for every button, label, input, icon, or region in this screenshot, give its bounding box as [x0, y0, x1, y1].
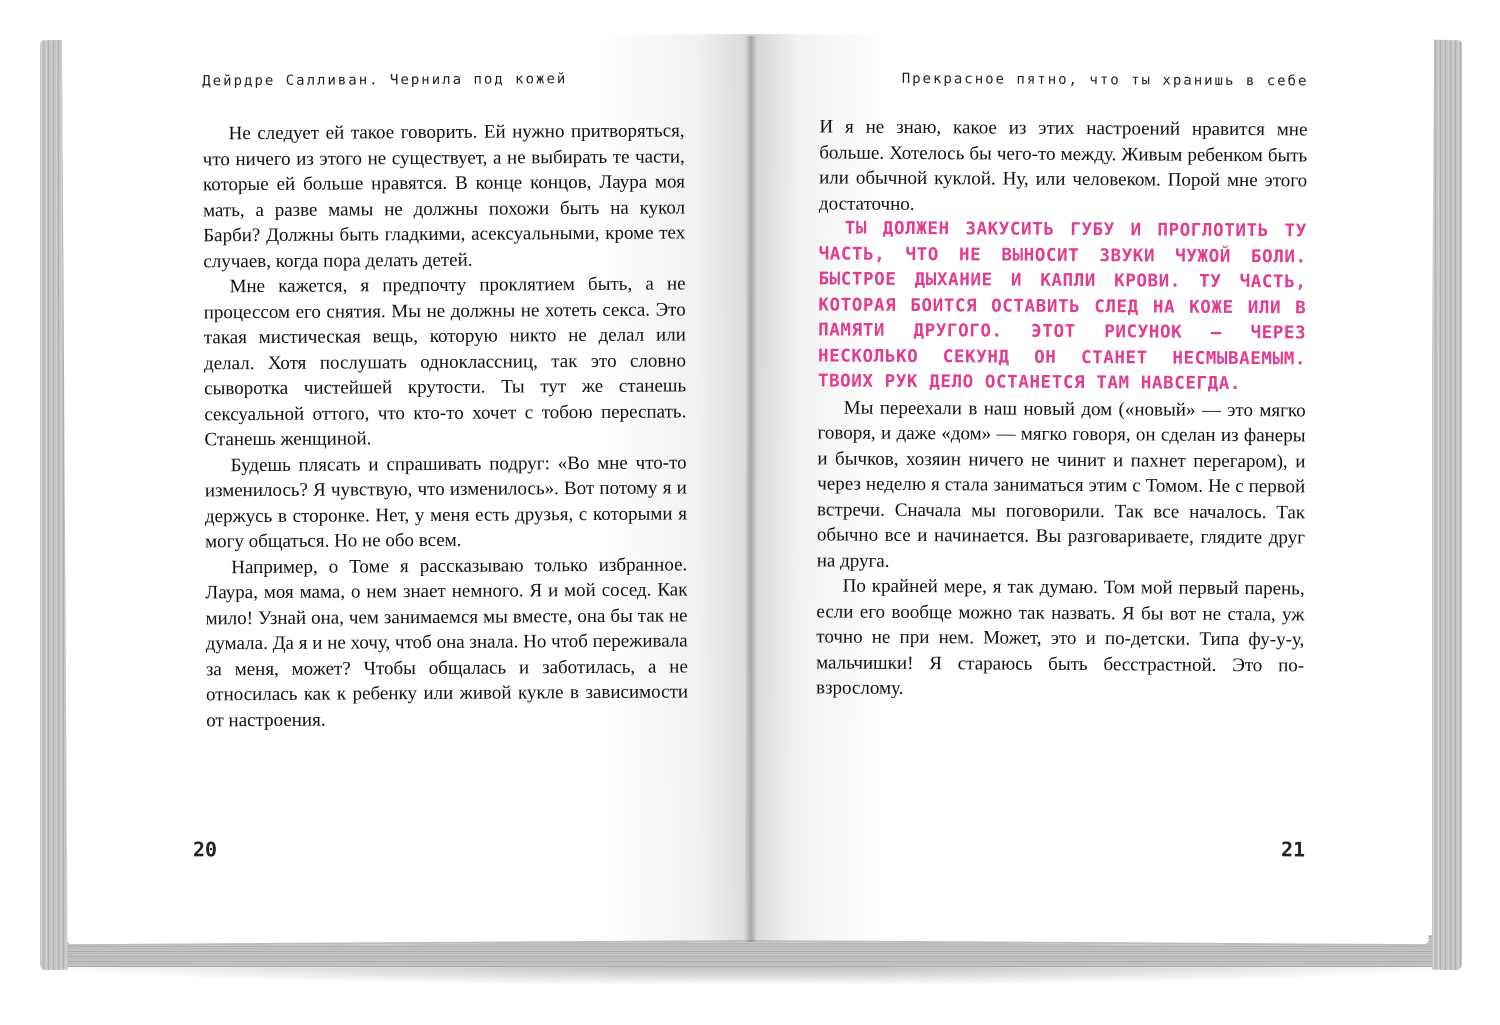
- paragraph: Например, о Томе я рассказываю только избранное. Лаура, моя мама, о нем знает немного. Я и мой сосед. Как мило! Узнай она, чем занимаемся мы вместе, она бы так не думала. Да я и не хочу, чтоб она знала. Но чтоб переживала за меня, может? Чтобы общалась и заботилась, а не относилась как к ребенку или живой кукле в зависимости от настроения.: [205, 553, 689, 731]
- paragraph: По крайней мере, я так думаю. Том мой первый парень, если его вообще можно так назвать. Я бы вот не стала, уж точно не при нем. Может, это и по-детски. Типа фу-у-у, мальчишки! Я стараюсь быть бесстрастной. Это по-взрослому.: [815, 575, 1305, 699]
- left-page: [62, 34, 758, 946]
- intro-paragraph: И я не знаю, какое из этих настроений нравится мне больше. Хотелось бы чего-то между. Живым ребенком быть или обычной куклой. Ну, или человеком. Порой мне этого достаточно.: [818, 116, 1308, 215]
- handwritten-passage: ТЫ ДОЛЖЕН ЗАКУСИТЬ ГУБУ И ПРОГЛОТИТЬ ТУ ЧАСТЬ, ЧТО НЕ ВЫНОСИТ ЗВУКИ ЧУЖОЙ БОЛИ. БЫСТРОЕ ДЫХАНИЕ И КАПЛИ КРОВИ. ТУ ЧАСТЬ, КОТОРАЯ БОИТСЯ ОСТАВИТЬ СЛЕД НА КОЖЕ ИЛИ В ПАМЯТИ ДРУГОГО. ЭТОТ РИСУНОК — ЧЕРЕЗ НЕСКОЛЬКО СЕКУНД ОН СТАНЕТ НЕСМЫВАЕМЫМ. ТВОИХ РУК ДЕЛО ОСТАНЕТСЯ ТАМ НАВСЕГДА.: [817, 218, 1307, 395]
- right-page-body: [816, 114, 1308, 703]
- paragraph: Будешь плясать и спрашивать подруг: «Во мне что-то изменилось? Я чувствую, что изменилось». Вот потому я и держусь в сторонке. Нет, у меня есть друзья, с которыми я могу общаться. Но не обо всем.: [204, 451, 687, 553]
- page-number-right: 21: [1280, 837, 1306, 862]
- page-number-left: 20: [192, 837, 218, 862]
- left-running-head: Дейрдре Салливан. Чернила под кожей: [202, 71, 568, 90]
- book-gutter: [745, 36, 757, 942]
- right-running-head: Прекрасное пятно, что ты хранишь в себе: [901, 70, 1309, 90]
- paragraph: Мы переехали в наш новый дом («новый» — это мягко говоря, и даже «дом» — мягко говоря, он сделан из фанеры и бычков, хозяин ничего не чинит и пахнет перегаром), и через неделю я стала заниматься этим с Томом. Не с первой встречи. Сначала мы поговорили. Так все началось. Так обычно все и начинается. Вы разговариваете, глядите друг на друга.: [816, 397, 1306, 572]
- left-page-body: [203, 118, 689, 733]
- right-page: [744, 34, 1434, 946]
- page-stack-right: [1432, 40, 1462, 971]
- paragraph: Не следует ей такое говорить. Ей нужно притворяться, что ничего из этого не существует, а не выбирать те части, которые ей больше нравятся. В конце концов, Лаура моя мать, а разве мамы не должны похожи быть на кукол Барби? Должны быть гладкими, асексуальными, кроме тех случаев, когда пора делать детей.: [202, 120, 686, 272]
- paragraph: Мне кажется, я предпочту проклятием быть, а не процессом его снятия. Мы не должны не хотеть секса. Это такая мистическая вещь, которую никто не делал или делал. Хотя послушать одноклассниц, так это словно сыворотка чистейшей крутости. Ты тут же станешь сексуальной оттого, что кто-то хочет с тобою переспать. Станешь женщиной.: [203, 273, 687, 451]
